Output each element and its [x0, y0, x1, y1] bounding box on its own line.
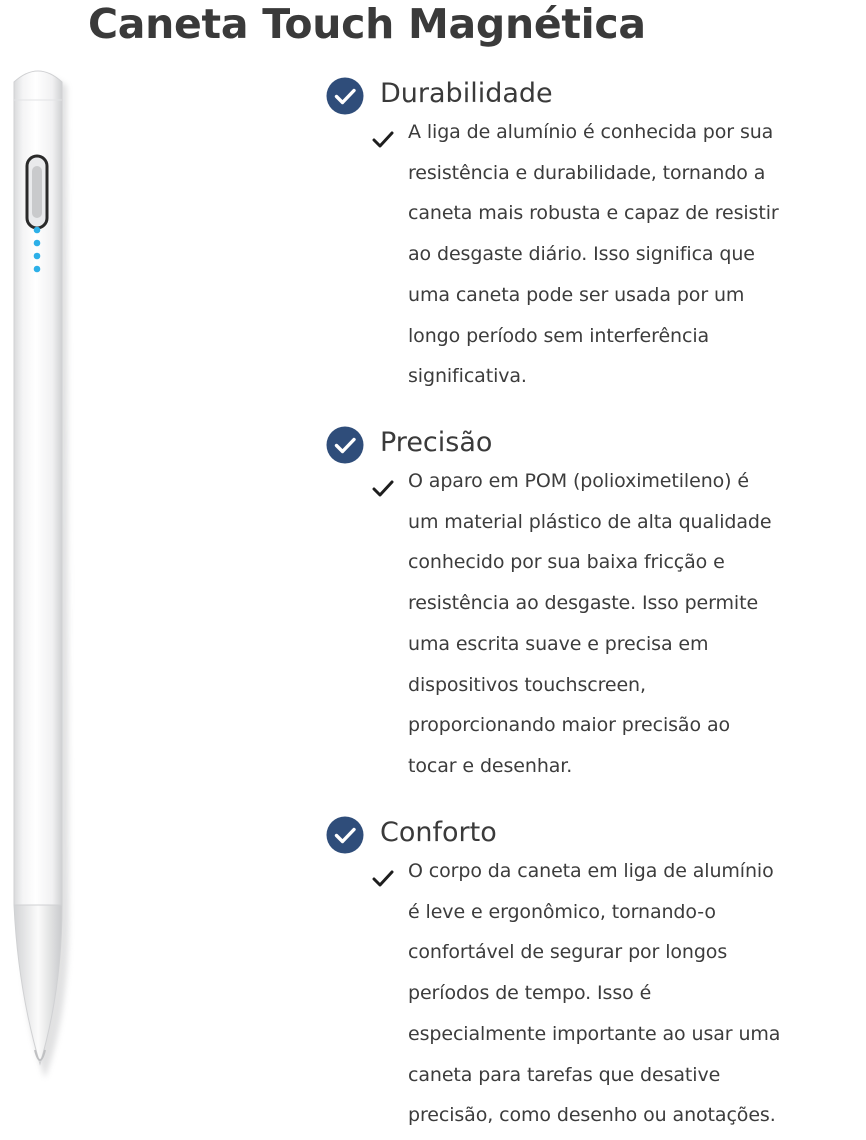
section-title: Conforto — [380, 817, 497, 848]
feature-precisao — [326, 425, 866, 777]
section-description: A liga de alumínio é conhecida por sua resistência e durabilidade, tornando a caneta mais robusta e capaz de resistir ao desgaste diário. Isso significa que uma caneta pode ser usada por um longo período sem interferência significativa. — [408, 121, 779, 388]
feature-conforto — [326, 815, 866, 1127]
checkmark-icon — [372, 131, 394, 149]
checkmark-icon — [372, 870, 394, 888]
section-description: O aparo em POM (polioximetileno) é um material plástico de alta qualidade conhecido por sua baixa fricção e resistência ao desgaste. Isso permite uma escrita suave e precisa em dispositivos touchscreen, proporcionando maior precisão ao tocar e desenhar. — [408, 470, 772, 777]
page-title: Caneta Touch Magnética — [88, 0, 646, 48]
stylus-pen-image — [0, 60, 80, 1090]
check-circle-icon — [326, 426, 364, 464]
check-circle-icon — [326, 77, 364, 115]
section-title: Durabilidade — [380, 78, 553, 109]
check-circle-icon — [326, 816, 364, 854]
feature-durabilidade — [326, 76, 866, 388]
checkmark-icon — [372, 480, 394, 498]
section-description: O corpo da caneta em liga de alumínio é leve e ergonômico, tornando-o confortável de segurar por longos períodos de tempo. Isso é especialmente importante ao usar uma caneta para tarefas que desative precisão, como desenho ou anotações. — [408, 860, 781, 1127]
section-title: Precisão — [380, 427, 493, 458]
